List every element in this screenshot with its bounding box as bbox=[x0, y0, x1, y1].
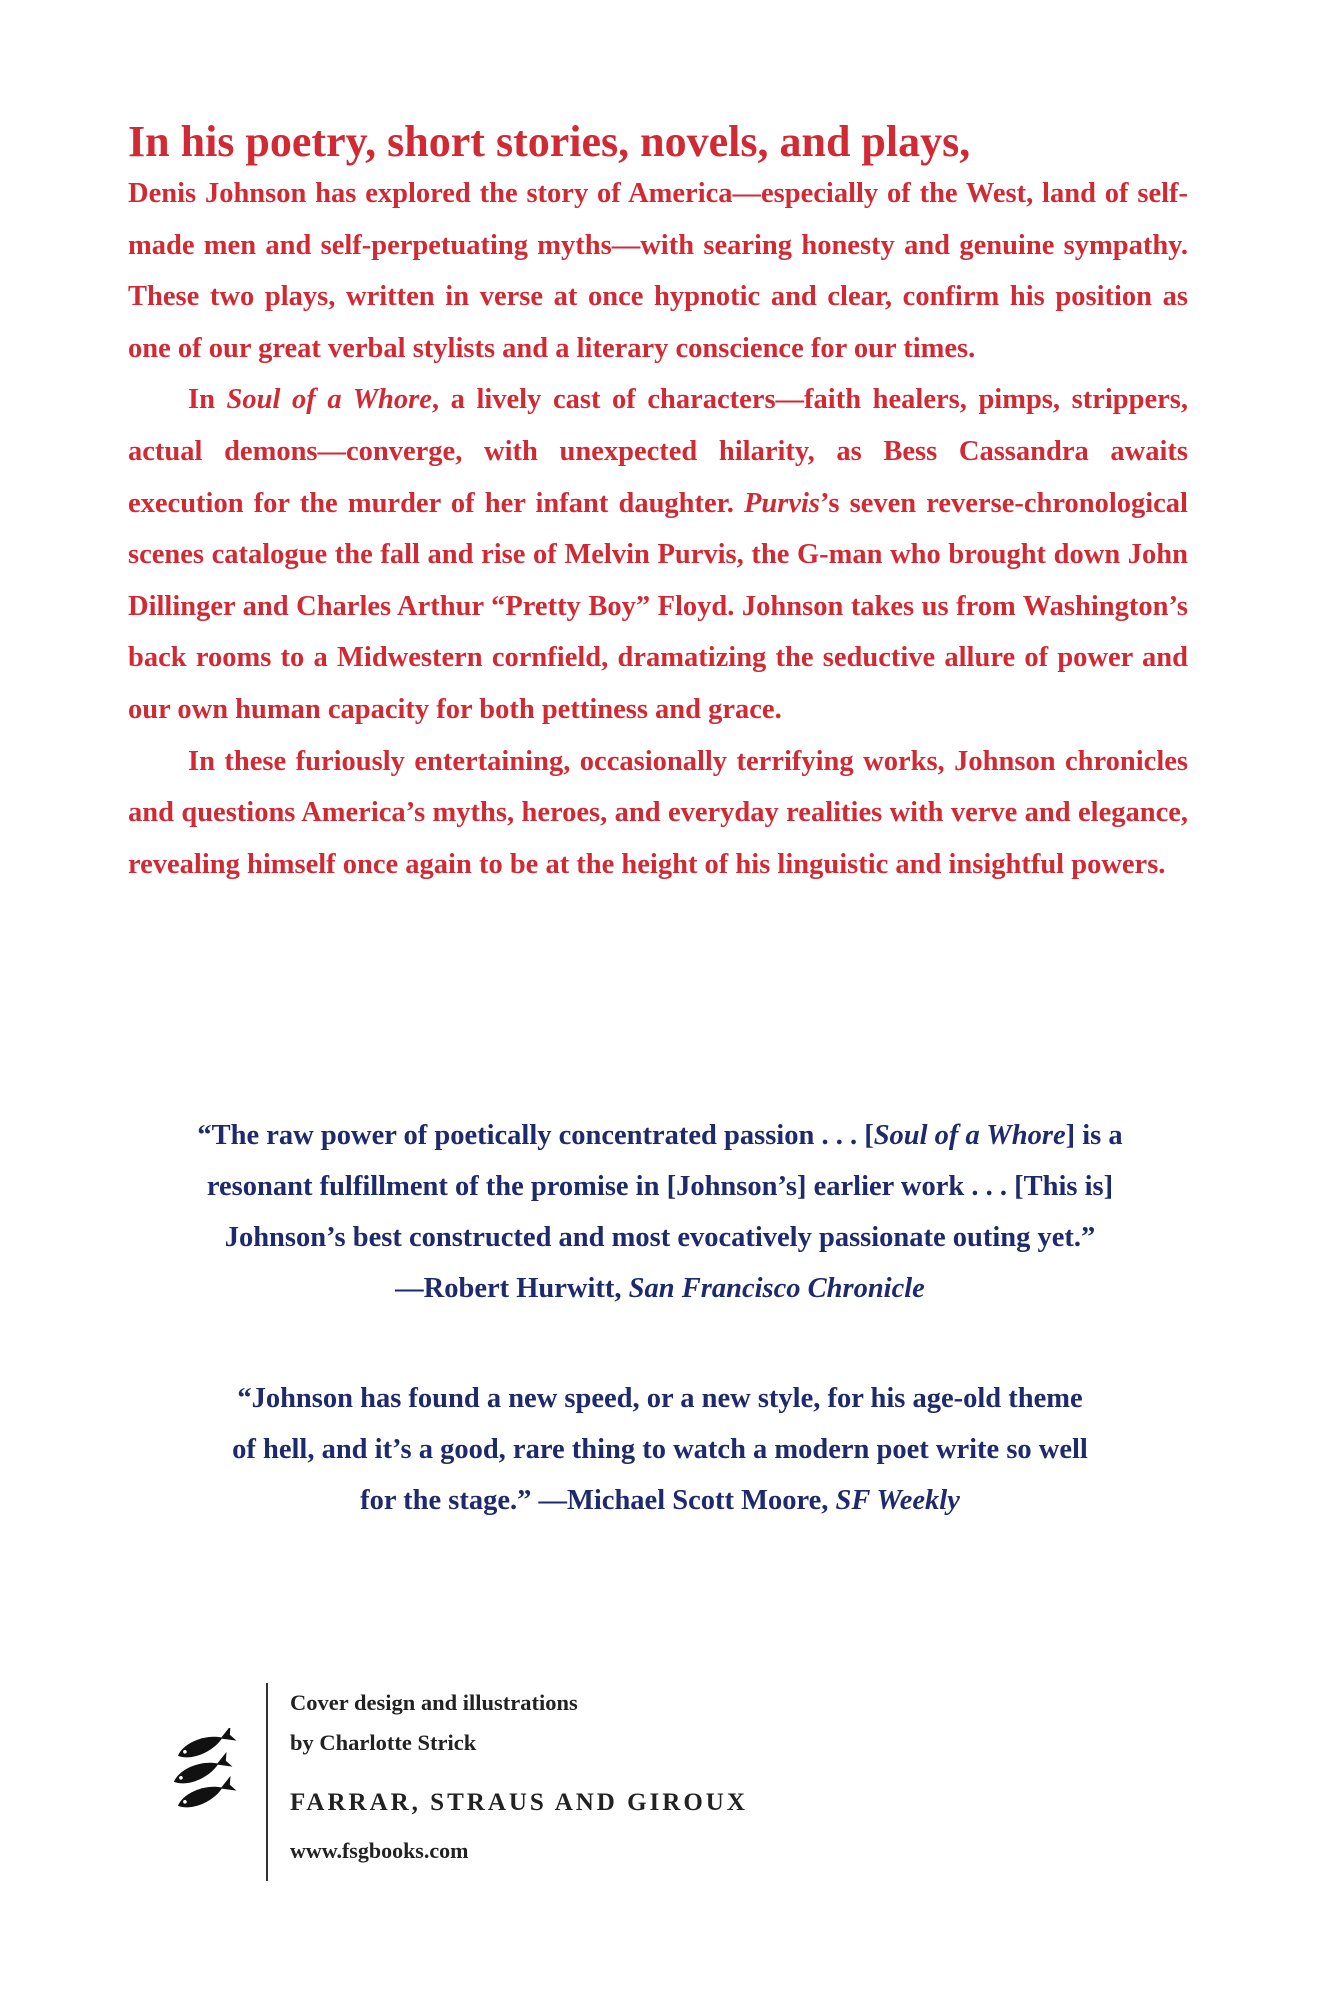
description-paragraph-3: In these furiously entertaining, occasionally terrifying works, Johnson chronicles and questions America’s myths, heroes, and everyday realities with verve and elegance, revealing himself once again to be at the height of his linguistic and insightful powers. bbox=[128, 745, 1188, 880]
cover-design-credit-line-1: Cover design and illustrations bbox=[290, 1690, 578, 1715]
description-p2-pre: In bbox=[188, 384, 227, 416]
quote1-attribution bbox=[120, 1263, 1200, 1314]
description-p2-mid: , a lively cast of characters—faith healers, pimps, strippers, actual demons—converge, with unexpected hilarity, as Bess Cassandra awaits execution for the murder of her infant daughter. bbox=[128, 384, 1188, 519]
description-paragraph-2 bbox=[128, 374, 1188, 735]
fish-icon bbox=[171, 1752, 233, 1789]
title-soul-of-a-whore: Soul of a Whore bbox=[226, 384, 432, 416]
description-paragraph-1 bbox=[128, 112, 1188, 374]
description-lead: In his poetry, short stories, novels, and plays, bbox=[128, 117, 971, 166]
quote2-line1: “Johnson has found a new speed, or a new style, for his age-old theme bbox=[237, 1383, 1083, 1414]
quote1-line1-post: ] is a bbox=[1065, 1120, 1123, 1151]
credits-block bbox=[266, 1683, 966, 1881]
description-p1-text: Denis Johnson has explored the story of America—especially of the West, land of self-made men and self-perpetuating myths—with searing honesty and genuine sympathy. These two plays, written in verse at once hypnotic and clear, confirm his position as one of our great verbal stylists and a literary conscience for our times. bbox=[128, 178, 1188, 364]
fish-icon bbox=[175, 1728, 237, 1763]
quote1-line1 bbox=[120, 1110, 1200, 1161]
title-purvis: Purvis bbox=[743, 487, 820, 519]
quote1-line3: Johnson’s best constructed and most evocatively passionate outing yet.” bbox=[224, 1222, 1096, 1253]
publisher-name: FARRAR, STRAUS AND GIROUX bbox=[290, 1789, 748, 1816]
quote1-line1-pre: “The raw power of poetically concentrated passion . . . [ bbox=[197, 1120, 874, 1151]
quote2-line2: of hell, and it’s a good, rare thing to watch a modern poet write so well bbox=[232, 1434, 1088, 1465]
book-description bbox=[128, 112, 1188, 890]
review-quote-hurwitt bbox=[120, 1110, 1200, 1314]
quote2-attribution-source: SF Weekly bbox=[835, 1485, 960, 1516]
quote2-line3 bbox=[120, 1475, 1200, 1526]
publisher-website: www.fsgbooks.com bbox=[290, 1838, 469, 1863]
quote1-title: Soul of a Whore bbox=[873, 1120, 1066, 1151]
quote1-attribution-name: —Robert Hurwitt, bbox=[395, 1273, 629, 1304]
quote1-line2: resonant fulfillment of the promise in [Johnson’s] earlier work . . . [This is] bbox=[206, 1171, 1114, 1202]
cover-design-credit-line-2: by Charlotte Strick bbox=[290, 1730, 477, 1755]
review-quote-moore bbox=[120, 1373, 1200, 1526]
quote1-attribution-source: San Francisco Chronicle bbox=[628, 1273, 925, 1304]
three-fish-logo-icon bbox=[164, 1728, 244, 1818]
description-p2-post: ’s seven reverse-chronological scenes catalogue the fall and rise of Melvin Purvis, the G-man who brought down John Dillinger and Charles Arthur “Pretty Boy” Floyd. Johnson takes us from Washington’s back rooms to a Midwestern cornfield, dramatizing the seductive allure of power and our own human capacity for both pettiness and grace. bbox=[128, 487, 1188, 725]
quote2-line3-pre: for the stage.” —Michael Scott Moore, bbox=[360, 1485, 836, 1516]
